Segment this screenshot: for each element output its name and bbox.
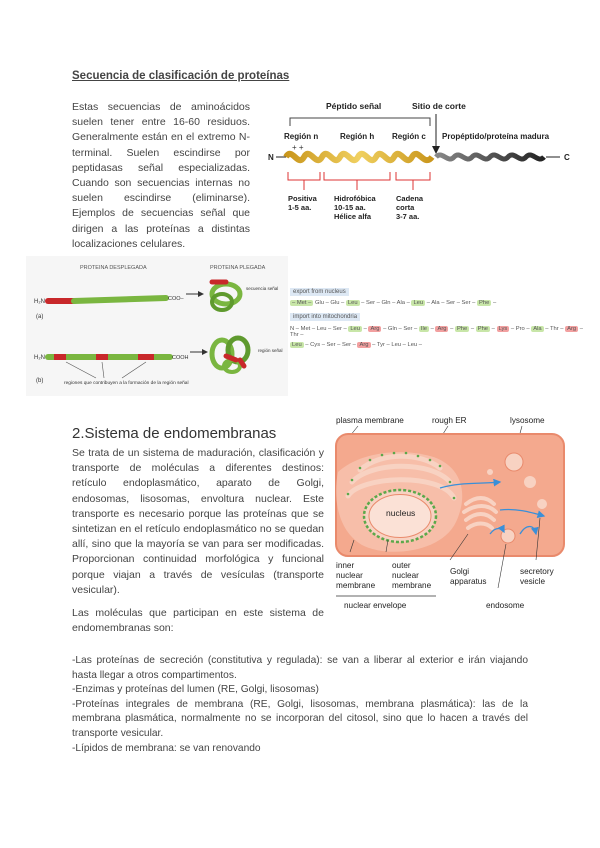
svg-text:inner nuclear membrane xyxy=(336,561,376,590)
region-n-label: Región n xyxy=(284,132,319,141)
residue-segment: – Met – xyxy=(292,300,312,306)
unfolded-chain-a xyxy=(74,298,166,301)
desc-c-1: Cadena xyxy=(396,194,424,203)
golgi-1: Golgi xyxy=(450,567,470,576)
residue-segment: Arg xyxy=(567,326,577,332)
residue-segment: – Pro – xyxy=(509,326,532,332)
peptide-label: Péptido señal xyxy=(326,101,382,111)
mature-protein-label: Propéptido/proteína madura xyxy=(442,132,550,141)
desc-h-1: Hidrofóbica xyxy=(334,194,376,203)
residue-segment: Phe xyxy=(477,326,489,332)
cooh-b: COOH xyxy=(172,355,189,361)
list-item: -Proteínas integrales de membrana (RE, Golgi, lisosomas, membrana plasmática): las de la membrana plasmática, normalmente no se incorporan del citosol, sino que lo hacen a través del transporte vesicular. xyxy=(72,698,528,739)
residue-segment: Arg xyxy=(359,342,369,348)
residue-segment: – Thr – xyxy=(543,326,566,332)
residue-segment: – Gln – Ser – xyxy=(381,326,419,332)
list-item: -Enzimas y proteínas del lumen (RE, Golgi, lisosomas) xyxy=(72,684,319,696)
panel-a: (a) xyxy=(36,314,44,320)
region-h-label: Región h xyxy=(340,132,375,141)
residue-segment: Glu – Glu – xyxy=(313,300,346,306)
outer-membrane-2: nuclear xyxy=(392,571,419,580)
desc-h-3: Hélice alfa xyxy=(334,212,372,221)
inner-membrane-3: membrane xyxy=(336,581,376,590)
signal-region-b: región señal xyxy=(258,348,283,353)
rough-er-label: rough ER xyxy=(432,416,467,425)
intro-paragraph: Estas secuencias de aminoácidos suelen tener entre 16-60 residuos. Generalmente están en el extremo N-terminal. Suelen escindirse por peptidasas señal especializadas. Cuando son secuencias internas no suelen escindirse (eliminarse). Ejemplos de secuencias señal que dirigen a las proteínas a distintas localizaciones celulares. xyxy=(72,101,250,250)
sequence-examples xyxy=(290,288,590,348)
inner-membrane-2: nuclear xyxy=(336,571,363,580)
secretory-1: secretory xyxy=(520,567,554,576)
list-item: -Las proteínas de secreción (constitutiva y regulada): se van a liberar al exterior e irán viajando hasta llegar a otros compartimentos. xyxy=(72,655,528,681)
nuclear-envelope-label: nuclear envelope xyxy=(344,601,407,610)
peptide-bracket xyxy=(290,118,430,126)
residue-segment: Leu xyxy=(347,300,358,306)
import-sequence-1 xyxy=(290,326,590,338)
residue-segment: Leu xyxy=(292,342,302,348)
helix-signal xyxy=(286,154,432,160)
cut-site-label: Sitio de corte xyxy=(412,101,466,111)
residue-segment: – Tyr – Leu – Leu – xyxy=(370,342,422,348)
h2n-a: H₂N xyxy=(34,299,45,305)
desc-n-2: 1-5 aa. xyxy=(288,203,312,212)
export-label: export from nucleus xyxy=(290,288,349,296)
caption-b: regiones que contribuyen a la formación de la región señal xyxy=(64,381,189,386)
c-terminus: C xyxy=(564,153,570,162)
endomembrane-cell-diagram xyxy=(330,412,570,614)
residue-segment: Arg xyxy=(370,326,380,332)
nucleus-label: nucleus xyxy=(386,508,416,518)
endomembrane-paragraph: Se trata de un sistema de maduración, clasificación y transporte de moléculas a diferentes destinos: retículo endoplasmático, aparato de Golgi, endosomas, lisosomas, envoltura nuclear. Este transporte es necesario porque las proteínas que se sintetizan en el retículo endoplasmático no se quedan allí, sino que la mayoría se van para ser modificadas. Proporcionan continuidad morfológica y funcional porque viajan a través de vesículas (transporte vesicular). xyxy=(72,447,324,596)
outer-membrane-1: outer xyxy=(392,561,411,570)
protein-folding-figure xyxy=(26,256,288,396)
section-title: Secuencia de clasificación de proteínas xyxy=(72,70,290,82)
residue-segment: – Ala – Ser – Ser – xyxy=(425,300,478,306)
golgi-2: apparatus xyxy=(450,577,487,586)
outer-membrane-3: membrane xyxy=(392,581,432,590)
residue-segment: – xyxy=(469,326,476,332)
residue-segment: – Ser – Gln – Ala – xyxy=(359,300,412,306)
residue-segment: – xyxy=(491,300,497,306)
residue-segment: Ile xyxy=(420,326,427,332)
svg-text:Golgi apparatus xyxy=(450,567,486,586)
charges-label: + + xyxy=(292,143,304,152)
svg-text:Positiva 1-5 aa. xyxy=(288,194,319,212)
molecules-list xyxy=(72,654,528,756)
residue-segment: Lys xyxy=(498,326,508,332)
desc-h-2: 10-15 aa. xyxy=(334,203,366,212)
residue-segment: – xyxy=(448,326,455,332)
signal-peptide-diagram xyxy=(262,98,582,233)
secretory-2: vesicle xyxy=(520,577,546,586)
section-2-heading: 2.Sistema de endomembranas xyxy=(72,425,277,442)
coo-a: COO– xyxy=(168,296,184,302)
residue-segment: Phe xyxy=(456,326,468,332)
inner-membrane-1: inner xyxy=(336,561,355,570)
residue-segment: N – Met – Leu – Ser – xyxy=(290,326,349,332)
residue-segment: Arg xyxy=(437,326,447,332)
folded-label: PROTEINA PLEGADA xyxy=(210,265,266,271)
h2n-b: H₂N xyxy=(34,355,45,361)
region-c-label: Región c xyxy=(392,132,426,141)
residue-segment: Phe xyxy=(479,300,490,306)
residue-segment: Ala xyxy=(533,326,542,332)
desc-n-1: Positiva xyxy=(288,194,317,203)
export-sequence xyxy=(290,300,590,306)
residue-segment: – xyxy=(362,326,369,332)
residue-segment: – Thr – xyxy=(290,326,583,338)
endosome-label: endosome xyxy=(486,601,525,610)
svg-text:Hidrofóbica 10-15 aa. xyxy=(334,194,378,221)
svg-text:secretory vesicle xyxy=(520,567,556,586)
molecules-intro: Las moléculas que participan en este sistema de endomembranas son: xyxy=(72,607,324,635)
residue-segment: – xyxy=(490,326,497,332)
residue-segment: Leu xyxy=(413,300,424,306)
plasma-membrane-label: plasma membrane xyxy=(336,416,404,425)
list-item: -Lípidos de membrana: se van renovando xyxy=(72,742,261,754)
lysosome xyxy=(505,453,523,471)
svg-text:outer nuclear membrane xyxy=(392,561,432,590)
residue-segment: – Cys – Ser – Ser – xyxy=(303,342,358,348)
panel-b: (b) xyxy=(36,378,44,384)
residue-segment: Leu xyxy=(350,326,360,332)
unfolded-label: PROTEINA DESPLEGADA xyxy=(80,265,147,271)
lysosome-label: lysosome xyxy=(510,416,545,425)
n-terminus: N xyxy=(268,153,274,162)
residue-segment: – xyxy=(429,326,436,332)
import-sequence-2 xyxy=(290,342,590,348)
helix-mature xyxy=(436,155,544,159)
desc-c-3: 3-7 aa. xyxy=(396,212,420,221)
desc-c-2: corta xyxy=(396,203,415,212)
svg-text:Cadena corta 3-7 aa. xyxy=(396,194,425,221)
import-label: import into mitochondria xyxy=(290,313,360,321)
signal-seq-a: secuencia señal xyxy=(246,286,279,291)
